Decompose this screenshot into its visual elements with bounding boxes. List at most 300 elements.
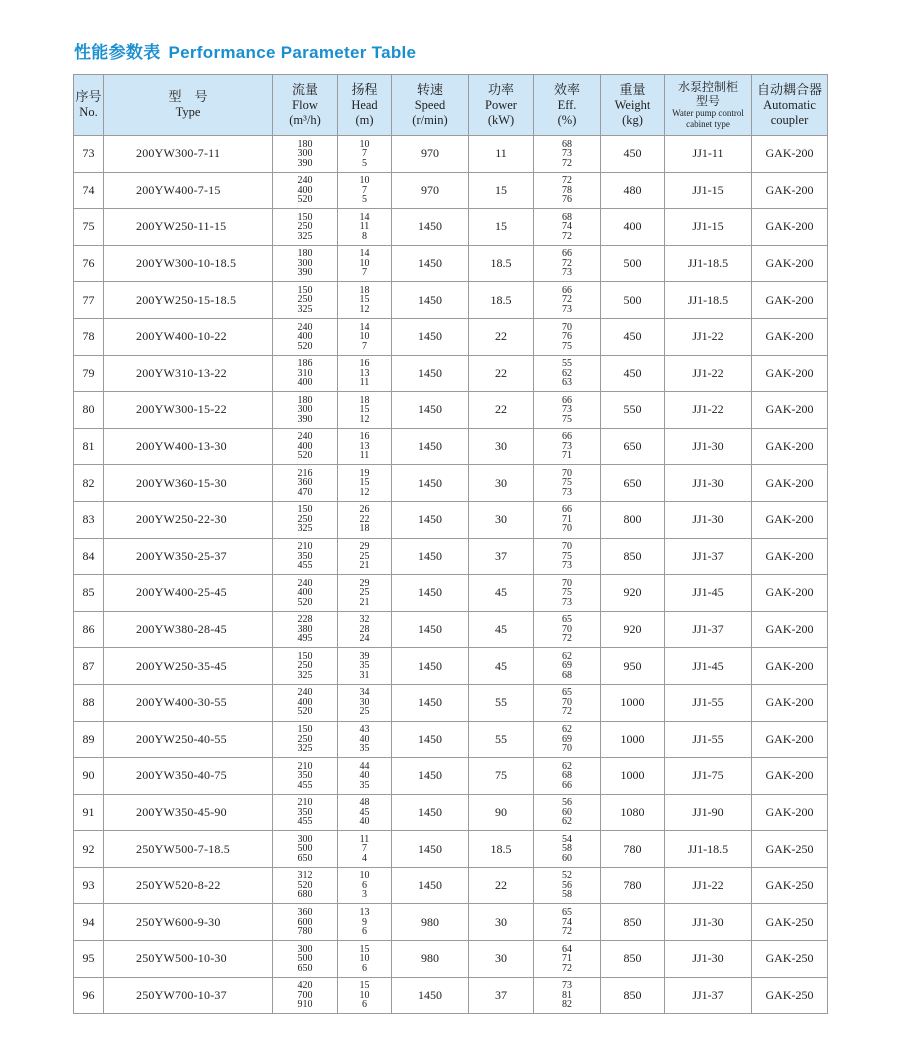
cell-flow bbox=[273, 538, 338, 575]
cell-cabinet: JJ1-37 bbox=[665, 538, 752, 575]
cell-flow-value: 500 bbox=[297, 843, 313, 855]
cell-weight: 850 bbox=[601, 904, 665, 941]
cell-flow bbox=[273, 758, 338, 795]
cell-type: 200YW250-35-45 bbox=[104, 648, 273, 685]
cell-eff bbox=[534, 465, 601, 502]
cell-head-value: 34 bbox=[359, 687, 370, 699]
cell-head-value: 35 bbox=[359, 779, 370, 791]
table-row bbox=[74, 794, 828, 831]
cell-head-value: 11 bbox=[359, 377, 370, 389]
cell-eff-value: 73 bbox=[562, 486, 572, 498]
cell-flow-value: 780 bbox=[297, 926, 313, 938]
table-row bbox=[74, 721, 828, 758]
cell-eff-value: 60 bbox=[562, 806, 572, 818]
cell-head-value: 22 bbox=[359, 513, 370, 525]
cell-head-value: 10 bbox=[359, 953, 370, 965]
cell-speed: 1450 bbox=[392, 428, 469, 465]
cell-head-value: 11 bbox=[359, 221, 370, 233]
cell-eff-value: 66 bbox=[562, 284, 572, 296]
cell-flow-value: 500 bbox=[297, 953, 313, 965]
cell-type: 250YW700-10-37 bbox=[104, 977, 273, 1014]
cell-weight: 480 bbox=[601, 172, 665, 209]
table-row bbox=[74, 648, 828, 685]
cell-flow-value: 250 bbox=[297, 733, 313, 745]
cell-cabinet: JJ1-30 bbox=[665, 465, 752, 502]
cell-flow-value: 390 bbox=[297, 157, 313, 169]
cell-flow bbox=[273, 392, 338, 429]
cell-head-value: 5 bbox=[362, 194, 367, 206]
cell-head-value: 39 bbox=[359, 650, 370, 662]
header-no: 序号 No. bbox=[74, 75, 104, 136]
cell-cabinet: JJ1-22 bbox=[665, 392, 752, 429]
cell-coupler: GAK-200 bbox=[752, 209, 828, 246]
cell-flow-value: 350 bbox=[297, 550, 313, 562]
cell-flow-value: 400 bbox=[297, 440, 313, 452]
cell-cabinet: JJ1-55 bbox=[665, 684, 752, 721]
cell-eff-value: 76 bbox=[562, 194, 572, 206]
cell-weight: 800 bbox=[601, 501, 665, 538]
cell-flow-value: 380 bbox=[297, 623, 313, 635]
cell-flow bbox=[273, 318, 338, 355]
cell-head-value: 15 bbox=[359, 294, 370, 306]
cell-coupler: GAK-200 bbox=[752, 428, 828, 465]
table-row bbox=[74, 501, 828, 538]
cell-flow-value: 455 bbox=[297, 816, 313, 828]
cell-type: 200YW250-11-15 bbox=[104, 209, 273, 246]
cell-type: 200YW380-28-45 bbox=[104, 611, 273, 648]
table-row bbox=[74, 465, 828, 502]
cell-power: 75 bbox=[469, 758, 534, 795]
cell-flow-value: 210 bbox=[297, 541, 313, 553]
page-title bbox=[74, 38, 416, 63]
table-row bbox=[74, 318, 828, 355]
cell-head-value: 24 bbox=[359, 633, 370, 645]
cell-flow-value: 300 bbox=[297, 257, 313, 269]
cell-eff bbox=[534, 794, 601, 831]
cell-cabinet: JJ1-30 bbox=[665, 904, 752, 941]
cell-head bbox=[338, 465, 392, 502]
header-cabinet: 水泵控制柜型号 Water pump control cabinet type bbox=[665, 75, 752, 136]
cell-eff-value: 76 bbox=[562, 331, 572, 343]
cell-no: 75 bbox=[74, 209, 104, 246]
cell-eff-value: 62 bbox=[562, 367, 572, 379]
cell-power: 45 bbox=[469, 575, 534, 612]
cell-cabinet: JJ1-30 bbox=[665, 501, 752, 538]
cell-flow-value: 600 bbox=[297, 916, 313, 928]
cell-head-value: 25 bbox=[359, 706, 370, 718]
cell-head bbox=[338, 209, 392, 246]
cell-type: 200YW350-45-90 bbox=[104, 794, 273, 831]
cell-eff-value: 75 bbox=[562, 413, 572, 425]
cell-eff-value: 64 bbox=[562, 943, 572, 955]
cell-eff-value: 72 bbox=[562, 926, 572, 938]
cell-head bbox=[338, 831, 392, 868]
table-row bbox=[74, 758, 828, 795]
cell-head bbox=[338, 428, 392, 465]
cell-eff-value: 65 bbox=[562, 687, 572, 699]
cell-flow-value: 680 bbox=[297, 889, 313, 901]
cell-no: 82 bbox=[74, 465, 104, 502]
table-header-row bbox=[74, 75, 828, 136]
cell-head bbox=[338, 136, 392, 173]
cell-weight: 450 bbox=[601, 318, 665, 355]
cell-head-value: 5 bbox=[362, 157, 367, 169]
cell-head-value: 28 bbox=[359, 623, 370, 635]
cell-cabinet: JJ1-18.5 bbox=[665, 831, 752, 868]
cell-eff-value: 72 bbox=[562, 633, 572, 645]
cell-speed: 1450 bbox=[392, 355, 469, 392]
table-row bbox=[74, 977, 828, 1014]
cell-cabinet: JJ1-75 bbox=[665, 758, 752, 795]
cell-flow-value: 300 bbox=[297, 833, 313, 845]
cell-head-value: 10 bbox=[359, 989, 370, 1001]
cell-type: 200YW400-7-15 bbox=[104, 172, 273, 209]
cell-type: 250YW500-7-18.5 bbox=[104, 831, 273, 868]
cell-head-value: 10 bbox=[359, 257, 370, 269]
cell-eff-value: 65 bbox=[562, 907, 572, 919]
cell-head-value: 14 bbox=[359, 248, 370, 260]
cell-flow-value: 400 bbox=[297, 184, 313, 196]
cell-flow-value: 312 bbox=[297, 870, 313, 882]
cell-eff bbox=[534, 684, 601, 721]
cell-flow-value: 300 bbox=[297, 148, 313, 160]
cell-flow-value: 455 bbox=[297, 560, 313, 572]
cell-head bbox=[338, 611, 392, 648]
cell-flow bbox=[273, 904, 338, 941]
cell-power: 22 bbox=[469, 867, 534, 904]
cell-type: 200YW350-25-37 bbox=[104, 538, 273, 575]
cell-flow-value: 300 bbox=[297, 404, 313, 416]
cell-coupler: GAK-250 bbox=[752, 941, 828, 978]
cell-no: 73 bbox=[74, 136, 104, 173]
header-type: 型 号 Type bbox=[104, 75, 273, 136]
cell-eff-value: 71 bbox=[562, 513, 572, 525]
cell-head bbox=[338, 282, 392, 319]
cell-power: 30 bbox=[469, 428, 534, 465]
cell-head-value: 7 bbox=[362, 340, 367, 352]
cell-flow-value: 240 bbox=[297, 577, 313, 589]
cell-head-value: 40 bbox=[359, 816, 370, 828]
cell-speed: 1450 bbox=[392, 282, 469, 319]
cell-no: 96 bbox=[74, 977, 104, 1014]
cell-eff bbox=[534, 575, 601, 612]
cell-head-value: 14 bbox=[359, 321, 370, 333]
cell-eff-value: 70 bbox=[562, 743, 572, 755]
cell-power: 18.5 bbox=[469, 245, 534, 282]
cell-head-value: 10 bbox=[359, 175, 370, 187]
cell-head-value: 21 bbox=[359, 596, 370, 608]
cell-eff-value: 69 bbox=[562, 660, 572, 672]
cell-flow-value: 910 bbox=[297, 999, 313, 1011]
table-row bbox=[74, 392, 828, 429]
table-row bbox=[74, 611, 828, 648]
cell-head-value: 11 bbox=[359, 833, 370, 845]
table-row bbox=[74, 831, 828, 868]
cell-head-value: 25 bbox=[359, 587, 370, 599]
cell-flow bbox=[273, 245, 338, 282]
cell-power: 37 bbox=[469, 538, 534, 575]
cell-flow-value: 228 bbox=[297, 614, 313, 626]
cell-head bbox=[338, 758, 392, 795]
cell-type: 200YW400-25-45 bbox=[104, 575, 273, 612]
cell-flow-value: 150 bbox=[297, 724, 313, 736]
cell-flow bbox=[273, 867, 338, 904]
table-body bbox=[74, 136, 828, 1014]
cell-speed: 1450 bbox=[392, 977, 469, 1014]
cell-eff-value: 72 bbox=[562, 294, 572, 306]
table-row bbox=[74, 538, 828, 575]
cell-head-value: 31 bbox=[359, 669, 370, 681]
cell-flow-value: 240 bbox=[297, 431, 313, 443]
cell-speed: 1450 bbox=[392, 575, 469, 612]
cell-flow bbox=[273, 172, 338, 209]
cell-head-value: 11 bbox=[359, 450, 370, 462]
cell-flow-value: 650 bbox=[297, 962, 313, 974]
cell-head-value: 35 bbox=[359, 660, 370, 672]
cell-head bbox=[338, 684, 392, 721]
cell-flow-value: 390 bbox=[297, 413, 313, 425]
cell-flow-value: 325 bbox=[297, 669, 313, 681]
cell-flow-value: 420 bbox=[297, 980, 313, 992]
cell-cabinet: JJ1-18.5 bbox=[665, 245, 752, 282]
cell-eff-value: 66 bbox=[562, 248, 572, 260]
cell-head-value: 16 bbox=[359, 431, 370, 443]
cell-no: 86 bbox=[74, 611, 104, 648]
cell-eff-value: 73 bbox=[562, 980, 572, 992]
table-row bbox=[74, 428, 828, 465]
cell-weight: 920 bbox=[601, 611, 665, 648]
cell-coupler: GAK-200 bbox=[752, 392, 828, 429]
cell-power: 90 bbox=[469, 794, 534, 831]
cell-weight: 650 bbox=[601, 428, 665, 465]
cell-cabinet: JJ1-45 bbox=[665, 575, 752, 612]
header-coupler: 自动耦合器 Automatic coupler bbox=[752, 75, 828, 136]
table-row bbox=[74, 684, 828, 721]
cell-eff-value: 72 bbox=[562, 175, 572, 187]
cell-weight: 450 bbox=[601, 355, 665, 392]
cell-head-value: 26 bbox=[359, 504, 370, 516]
cell-head-value: 29 bbox=[359, 541, 370, 553]
cell-flow bbox=[273, 611, 338, 648]
cell-eff-value: 71 bbox=[562, 953, 572, 965]
cell-flow-value: 325 bbox=[297, 303, 313, 315]
cell-coupler: GAK-200 bbox=[752, 282, 828, 319]
cell-eff-value: 74 bbox=[562, 916, 572, 928]
cell-head bbox=[338, 794, 392, 831]
page-title-en: Performance Parameter Table bbox=[168, 43, 417, 62]
cell-flow-value: 360 bbox=[297, 907, 313, 919]
cell-flow-value: 520 bbox=[297, 706, 313, 718]
cell-flow-value: 180 bbox=[297, 394, 313, 406]
cell-type: 250YW500-10-30 bbox=[104, 941, 273, 978]
cell-head bbox=[338, 355, 392, 392]
cell-head-value: 13 bbox=[359, 440, 370, 452]
cell-flow-value: 150 bbox=[297, 504, 313, 516]
cell-eff-value: 72 bbox=[562, 962, 572, 974]
cell-speed: 1450 bbox=[392, 721, 469, 758]
cell-eff-value: 66 bbox=[562, 504, 572, 516]
cell-head bbox=[338, 941, 392, 978]
cell-head-value: 15 bbox=[359, 477, 370, 489]
cell-eff bbox=[534, 136, 601, 173]
table-row bbox=[74, 282, 828, 319]
cell-type: 200YW400-10-22 bbox=[104, 318, 273, 355]
table-row bbox=[74, 867, 828, 904]
cell-eff-value: 68 bbox=[562, 138, 572, 150]
cell-cabinet: JJ1-37 bbox=[665, 977, 752, 1014]
cell-eff-value: 63 bbox=[562, 377, 572, 389]
cell-weight: 850 bbox=[601, 941, 665, 978]
cell-eff-value: 73 bbox=[562, 404, 572, 416]
cell-power: 30 bbox=[469, 904, 534, 941]
cell-power: 37 bbox=[469, 977, 534, 1014]
cell-flow-value: 520 bbox=[297, 450, 313, 462]
cell-type: 250YW520-8-22 bbox=[104, 867, 273, 904]
cell-flow-value: 250 bbox=[297, 294, 313, 306]
cell-flow-value: 150 bbox=[297, 650, 313, 662]
cell-head bbox=[338, 538, 392, 575]
cell-speed: 1450 bbox=[392, 501, 469, 538]
cell-eff-value: 71 bbox=[562, 450, 572, 462]
cell-head bbox=[338, 172, 392, 209]
cell-no: 78 bbox=[74, 318, 104, 355]
cell-coupler: GAK-200 bbox=[752, 684, 828, 721]
cell-head-value: 18 bbox=[359, 394, 370, 406]
cell-flow-value: 470 bbox=[297, 486, 313, 498]
table-row bbox=[74, 904, 828, 941]
header-power: 功率 Power (kW) bbox=[469, 75, 534, 136]
cell-coupler: GAK-200 bbox=[752, 721, 828, 758]
table-row bbox=[74, 941, 828, 978]
cell-head bbox=[338, 904, 392, 941]
cell-type: 200YW350-40-75 bbox=[104, 758, 273, 795]
cell-type: 250YW600-9-30 bbox=[104, 904, 273, 941]
cell-flow-value: 495 bbox=[297, 633, 313, 645]
cell-eff-value: 75 bbox=[562, 477, 572, 489]
cell-head bbox=[338, 977, 392, 1014]
cell-flow-value: 400 bbox=[297, 696, 313, 708]
cell-weight: 1000 bbox=[601, 758, 665, 795]
cell-eff-value: 68 bbox=[562, 669, 572, 681]
cell-no: 92 bbox=[74, 831, 104, 868]
cell-no: 89 bbox=[74, 721, 104, 758]
cell-eff-value: 70 bbox=[562, 623, 572, 635]
cell-coupler: GAK-200 bbox=[752, 501, 828, 538]
cell-flow-value: 400 bbox=[297, 377, 313, 389]
cell-head-value: 6 bbox=[362, 962, 367, 974]
cell-flow bbox=[273, 977, 338, 1014]
cell-eff-value: 58 bbox=[562, 889, 572, 901]
cell-flow-value: 400 bbox=[297, 587, 313, 599]
table-row bbox=[74, 575, 828, 612]
cell-flow-value: 325 bbox=[297, 743, 313, 755]
cell-speed: 970 bbox=[392, 172, 469, 209]
cell-flow-value: 350 bbox=[297, 806, 313, 818]
cell-head-value: 7 bbox=[362, 148, 367, 160]
cell-head-value: 40 bbox=[359, 733, 370, 745]
cell-flow-value: 216 bbox=[297, 467, 313, 479]
cell-eff-value: 62 bbox=[562, 760, 572, 772]
cell-eff-value: 68 bbox=[562, 770, 572, 782]
cell-eff bbox=[534, 282, 601, 319]
header-weight: 重量 Weight (kg) bbox=[601, 75, 665, 136]
cell-coupler: GAK-200 bbox=[752, 538, 828, 575]
cell-cabinet: JJ1-18.5 bbox=[665, 282, 752, 319]
cell-eff bbox=[534, 428, 601, 465]
cell-flow-value: 250 bbox=[297, 221, 313, 233]
cell-type: 200YW310-13-22 bbox=[104, 355, 273, 392]
cell-head-value: 19 bbox=[359, 467, 370, 479]
cell-flow-value: 520 bbox=[297, 340, 313, 352]
cell-head-value: 4 bbox=[362, 852, 367, 864]
cell-eff-value: 62 bbox=[562, 650, 572, 662]
cell-eff bbox=[534, 648, 601, 685]
cell-head-value: 12 bbox=[359, 303, 370, 315]
cell-eff bbox=[534, 941, 601, 978]
cell-coupler: GAK-250 bbox=[752, 831, 828, 868]
cell-eff-value: 73 bbox=[562, 148, 572, 160]
cell-flow-value: 240 bbox=[297, 687, 313, 699]
cell-power: 22 bbox=[469, 355, 534, 392]
cell-eff-value: 70 bbox=[562, 321, 572, 333]
cell-flow bbox=[273, 648, 338, 685]
cell-eff-value: 56 bbox=[562, 797, 572, 809]
table-row bbox=[74, 245, 828, 282]
cell-head-value: 29 bbox=[359, 577, 370, 589]
cell-eff-value: 73 bbox=[562, 303, 572, 315]
cell-weight: 1000 bbox=[601, 684, 665, 721]
cell-flow bbox=[273, 684, 338, 721]
cell-head-value: 40 bbox=[359, 770, 370, 782]
cell-eff-value: 60 bbox=[562, 852, 572, 864]
cell-eff-value: 73 bbox=[562, 267, 572, 279]
cell-power: 30 bbox=[469, 465, 534, 502]
cell-weight: 500 bbox=[601, 245, 665, 282]
cell-eff-value: 74 bbox=[562, 221, 572, 233]
cell-flow-value: 325 bbox=[297, 523, 313, 535]
cell-weight: 400 bbox=[601, 209, 665, 246]
cell-speed: 1450 bbox=[392, 831, 469, 868]
cell-flow bbox=[273, 136, 338, 173]
cell-eff-value: 75 bbox=[562, 340, 572, 352]
cell-eff-value: 75 bbox=[562, 587, 572, 599]
cell-no: 77 bbox=[74, 282, 104, 319]
cell-eff-value: 78 bbox=[562, 184, 572, 196]
cell-speed: 970 bbox=[392, 136, 469, 173]
cell-cabinet: JJ1-30 bbox=[665, 941, 752, 978]
cell-coupler: GAK-250 bbox=[752, 977, 828, 1014]
cell-speed: 980 bbox=[392, 904, 469, 941]
cell-eff-value: 54 bbox=[562, 833, 572, 845]
cell-eff-value: 72 bbox=[562, 257, 572, 269]
performance-table bbox=[73, 74, 828, 1014]
cell-flow bbox=[273, 575, 338, 612]
cell-weight: 920 bbox=[601, 575, 665, 612]
cell-flow-value: 210 bbox=[297, 760, 313, 772]
cell-type: 200YW360-15-30 bbox=[104, 465, 273, 502]
cell-speed: 1450 bbox=[392, 758, 469, 795]
cell-head-value: 6 bbox=[362, 926, 367, 938]
cell-flow-value: 325 bbox=[297, 230, 313, 242]
cell-eff-value: 65 bbox=[562, 614, 572, 626]
cell-speed: 1450 bbox=[392, 794, 469, 831]
cell-head-value: 18 bbox=[359, 284, 370, 296]
cell-power: 55 bbox=[469, 684, 534, 721]
cell-weight: 1000 bbox=[601, 721, 665, 758]
cell-type: 200YW250-40-55 bbox=[104, 721, 273, 758]
cell-eff-value: 70 bbox=[562, 467, 572, 479]
cell-head-value: 10 bbox=[359, 138, 370, 150]
